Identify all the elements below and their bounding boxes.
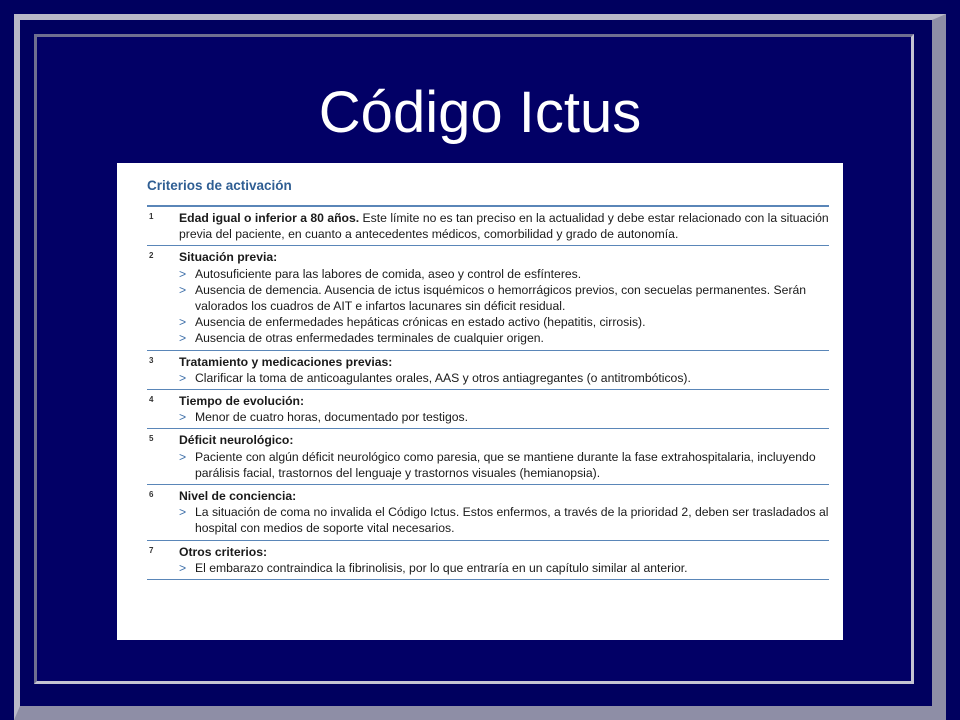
criterion-heading-line (179, 544, 829, 560)
bullet-text: Clarificar la toma de anticoagulantes orales, AAS y otros antiagregantes (o antitrombóticos). (195, 370, 691, 385)
criterion-title: Edad igual o inferior a 80 años. (179, 211, 360, 225)
chevron-right-icon: > (179, 370, 187, 385)
criterion-title: Situación previa: (179, 250, 278, 265)
criterion-heading-line (179, 249, 829, 265)
criterion-text: Este límite no es tan preciso en la actualidad y debe estar relacionado con la situación previa del paciente, en cuanto a antecedentes médicos, comorbilidad y grado de autonomía. (179, 211, 829, 242)
bullet-text: La situación de coma no invalida el Código Ictus. Estos enfermos, a través de la prioridad 2, deben ser trasladados al hospital con medios de soporte vital necesarios. (195, 505, 829, 536)
criterion-heading-line (179, 432, 829, 448)
criterion-number: 5 (149, 434, 154, 444)
chevron-right-icon: > (179, 449, 187, 464)
criterion-row (147, 207, 829, 246)
criterion-body (179, 210, 829, 242)
criterion-body (179, 249, 829, 346)
chevron-right-icon: > (179, 331, 187, 346)
criterion-bullet (179, 560, 829, 576)
criterion-row (147, 390, 829, 429)
document-panel (117, 163, 843, 640)
chevron-right-icon: > (179, 505, 187, 520)
criterion-title: Tratamiento y medicaciones previas: (179, 354, 393, 369)
criterion-number: 4 (149, 395, 154, 405)
bullet-text: Paciente con algún déficit neurológico como paresia, que se mantiene durante la fase extrahospitalaria, incluyendo parálisis facial, trastornos del lenguaje y trastornos visuales (hemianopsia). (195, 449, 816, 480)
criterion-number: 1 (149, 212, 154, 221)
chevron-right-icon: > (179, 410, 187, 425)
criterion-number: 2 (149, 251, 154, 261)
criterion-number: 6 (149, 490, 154, 500)
criterion-body (179, 393, 829, 425)
criterion-bullet (179, 330, 829, 346)
criteria-list (147, 205, 829, 580)
criterion-title: Otros criterios: (179, 544, 268, 559)
criterion-heading-line (179, 393, 829, 409)
criterion-body (179, 488, 829, 537)
criterion-row (147, 351, 829, 390)
criterion-body (179, 544, 829, 576)
chevron-right-icon: > (179, 315, 187, 330)
criterion-row (147, 541, 829, 580)
criterion-row (147, 429, 829, 485)
criterion-title: Nivel de conciencia: (179, 489, 297, 504)
criterion-title: Déficit neurológico: (179, 433, 294, 448)
criterion-heading-line (179, 210, 829, 242)
criterion-body (179, 432, 829, 481)
criterion-heading-line (179, 488, 829, 504)
criterion-title: Tiempo de evolución: (179, 394, 305, 409)
chevron-right-icon: > (179, 282, 187, 297)
bullet-text: El embarazo contraindica la fibrinolisis, por lo que entraría en un capítulo similar al anterior. (195, 560, 688, 575)
criterion-bullet (179, 409, 829, 425)
criterion-bullet (179, 449, 829, 481)
criterion-row (147, 246, 829, 350)
criterion-bullet (179, 314, 829, 330)
criterion-number: 3 (149, 355, 154, 365)
bullet-text: Menor de cuatro horas, documentado por testigos. (195, 410, 469, 425)
criterion-heading-line (179, 354, 829, 370)
chevron-right-icon: > (179, 560, 187, 575)
criterion-bullet (179, 504, 829, 536)
bullet-text: Ausencia de otras enfermedades terminales de cualquier origen. (195, 331, 544, 346)
criterion-bullet (179, 282, 829, 314)
criterion-bullet (179, 266, 829, 282)
criterion-bullet (179, 370, 829, 386)
document-heading: Criterios de activación (147, 178, 292, 193)
criterion-number: 7 (149, 545, 154, 555)
slide-title: Código Ictus (318, 80, 642, 145)
criterion-body (179, 354, 829, 386)
criterion-row (147, 485, 829, 541)
bullet-text: Ausencia de enfermedades hepáticas crónicas en estado activo (hepatitis, cirrosis). (195, 315, 646, 330)
bullet-text: Autosuficiente para las labores de comida, aseo y control de esfínteres. (195, 266, 582, 281)
bullet-text: Ausencia de demencia. Ausencia de ictus isquémicos o hemorrágicos previos, con secuelas permanentes. Serán valorados los cuadros de AIT e infartos lacunares sin déficit residual. (195, 282, 807, 314)
chevron-right-icon: > (179, 266, 187, 281)
